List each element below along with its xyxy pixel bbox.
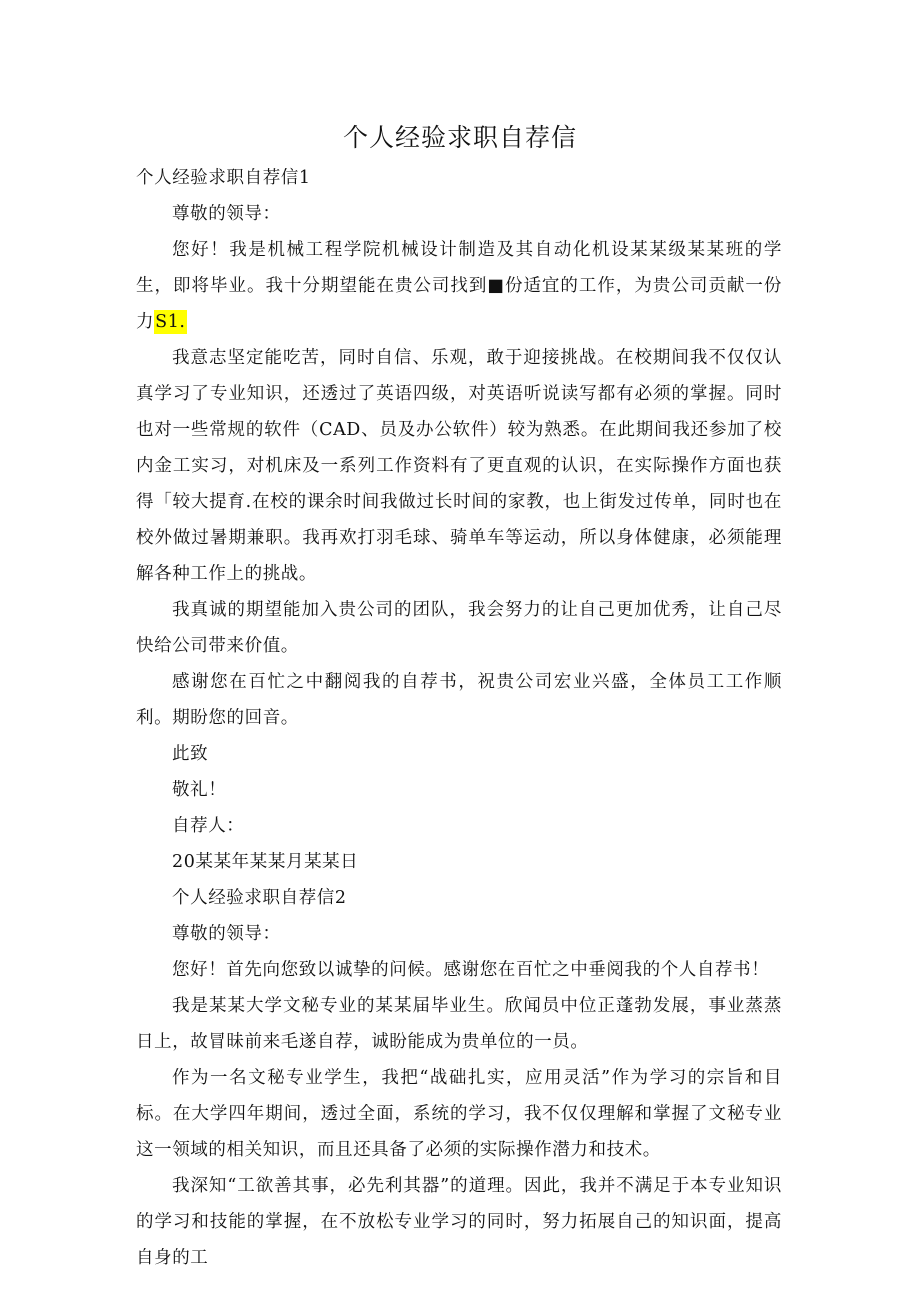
letter-heading-2: 个人经验求职自荐信2 xyxy=(172,888,347,908)
paragraph-greeting-2: 您好！首先向您致以诚挚的问候。感谢您在百忙之中垂阅我的个人自荐书！ xyxy=(172,960,770,980)
paragraph-thanks-1: 感谢您在百忙之中翻阅我的自荐书，祝贵公司宏业兴盛，全体员工工作顺利。期盼您的回音。 xyxy=(136,672,782,728)
paragraph-intro-1 xyxy=(136,232,782,340)
paragraph-intro-1-text: 您好！我是机械工程学院机械设计制造及其自动化机设某某级某某班的学生，即将毕业。我十分期望能在贵公司找到■份适宜的工作，为贵公司贡献一份力 xyxy=(136,240,782,332)
closing-cizhi: 此致 xyxy=(172,744,209,764)
signature-label: 自荐人： xyxy=(172,816,245,836)
document-title: 个人经验求职自荐信 xyxy=(342,123,577,152)
letter-heading-1: 个人经验求职自荐信1 xyxy=(136,168,311,188)
paragraph-study-2: 作为一名文秘专业学生，我把“战础扎实，应用灵活”作为学习的宗旨和目标。在大学四年期间，透过全面，系统的学习，我不仅仅理解和掌握了文秘专业这一领域的相关知识，而且还具备了必须的实际操作潜力和技术。 xyxy=(136,1068,782,1160)
highlighted-text: S1. xyxy=(155,312,186,332)
paragraph-experience-1: 我意志坚定能吃苦，同时自信、乐观，敢于迎接挑战。在校期间我不仅仅认真学习了专业知识，还透过了英语四级，对英语听说读写都有必须的掌握。同时也对一些常规的软件（CAD、员及办公软件）较为熟悉。在此期间我还参加了校内金工实习，对机床及一系列工作资料有了更直观的认识，在实际操作方面也获得「较大提育.在校的课余时间我做过长时间的家教，也上街发过传单，同时也在校外做过暑期兼职。我再欢打羽毛球、骑单车等运动，所以身体健康，必须能理解各种工作上的挑战。 xyxy=(136,348,782,584)
paragraph-intro-2: 我是某某大学文秘专业的某某届毕业生。欣闻员中位正蓬勃发展，事业蒸蒸日上，故冒昧前来毛遂自荐，诚盼能成为贵单位的一员。 xyxy=(136,996,782,1052)
document-body xyxy=(136,160,782,1276)
paragraph-skills-2: 我深知“工欲善其事，必先利其器”的道理。因此，我并不满足于本专业知识的学习和技能的掌握，在不放松专业学习的同时，努力拓展自己的知识面，提高自身的工 xyxy=(136,1176,782,1268)
salutation-1: 尊敬的领导： xyxy=(172,204,281,224)
closing-jingli: 敬礼！ xyxy=(172,780,227,800)
salutation-2: 尊敬的领导： xyxy=(172,924,281,944)
date-line: 20某某年某某月某某日 xyxy=(172,852,359,872)
paragraph-hope-1: 我真诚的期望能加入贵公司的团队，我会努力的让自己更加优秀，让自己尽快给公司带来价值。 xyxy=(136,600,782,656)
